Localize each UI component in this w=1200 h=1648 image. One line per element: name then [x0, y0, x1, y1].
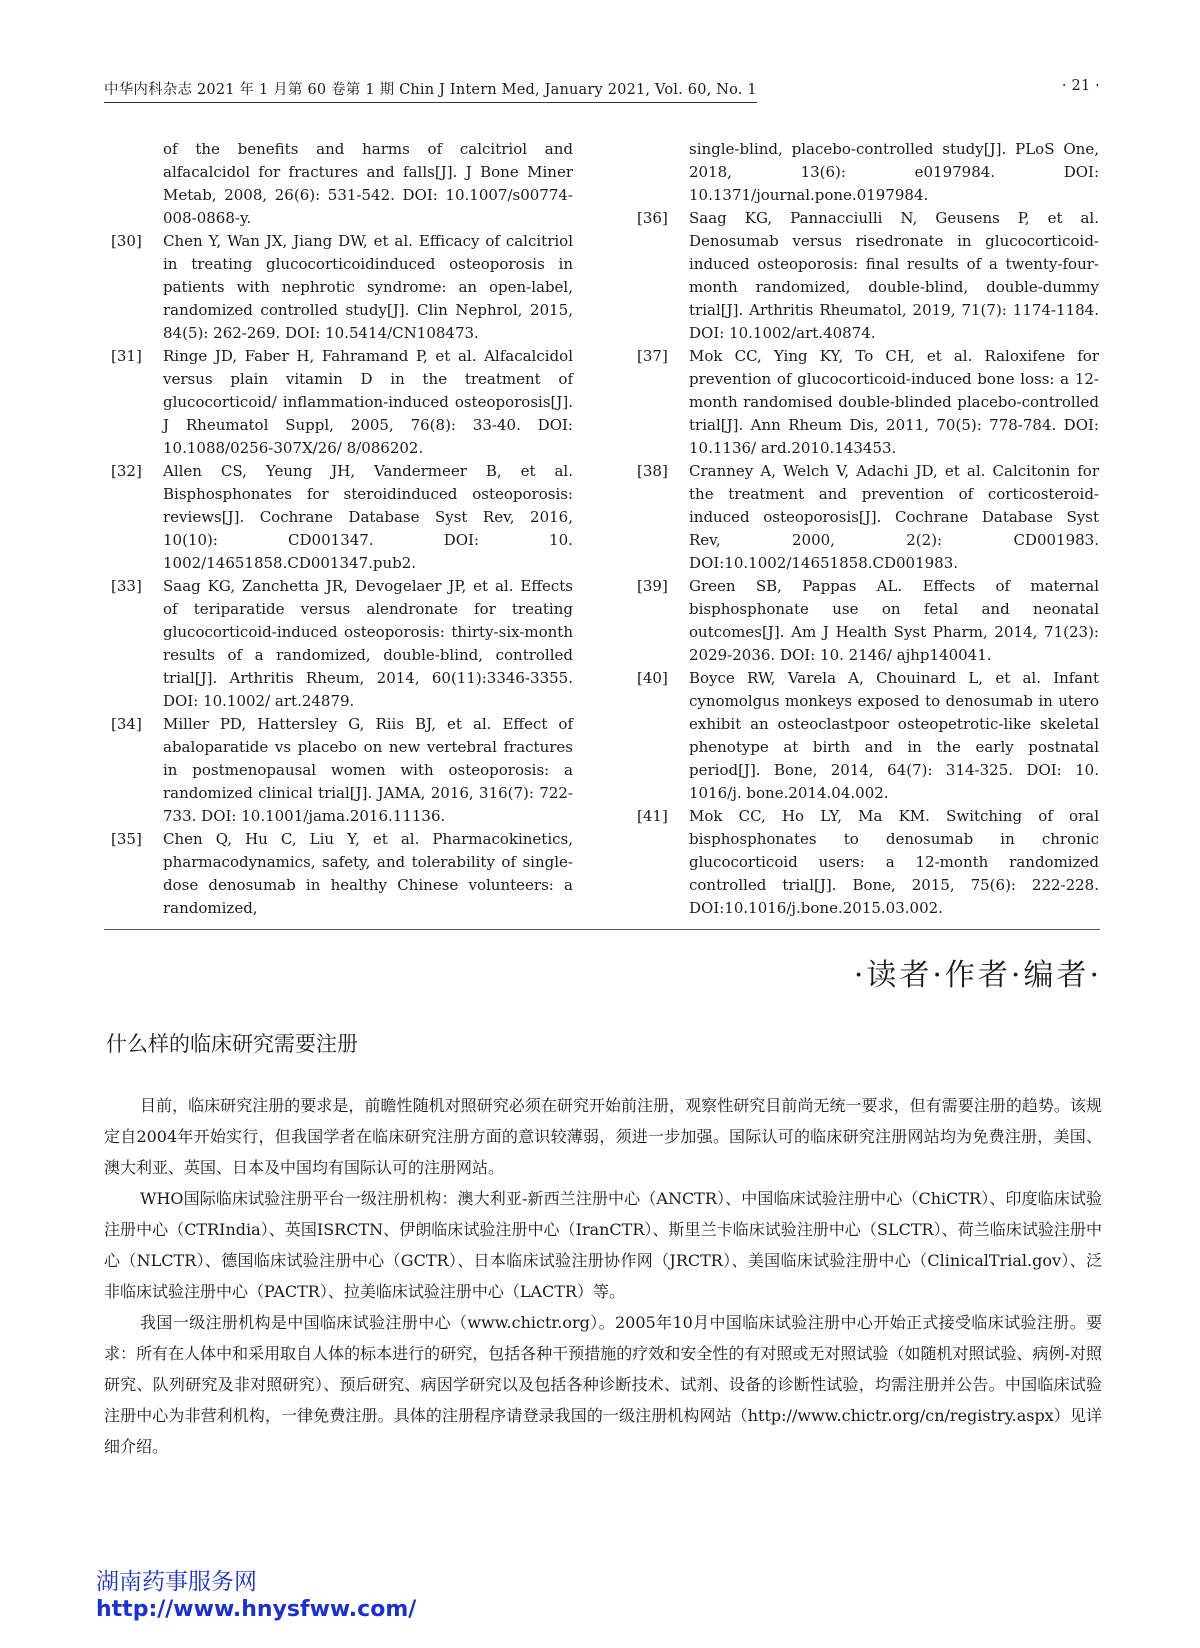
- reference-number: [32]: [111, 462, 142, 480]
- reference-text: Allen CS, Yeung JH, Vandermeer B, et al. Bisphosphonates for steroidinduced osteoporosis: reviews[J]. Cochrane Database Syst Rev, 2016, 10(10): CD001347. DOI: 10. 1002/14651858.CD001347.pub2.: [163, 462, 573, 572]
- body-paragraph: 我国一级注册机构是中国临床试验注册中心（www.chictr.org）。2005年10月中国临床试验注册中心开始正式接受临床试验注册。要求：所有在人体中和采用取自人体的标本进行的研究，包括各种干预措施的疗效和安全性的有对照或无对照试验（如随机对照试验、病例-对照研究、队列研究及非对照研究）、预后研究、病因学研究以及包括各种诊断技术、试剂、设备的诊断性试验，均需注册并公告。中国临床试验注册中心为非营利机构，一律免费注册。具体的注册程序请登录我国的一级注册机构网站（http://www.chictr.org/cn/registry.aspx）见详细介绍。: [104, 1313, 1102, 1456]
- reference-item: [637, 805, 1099, 920]
- reference-item: [111, 575, 573, 713]
- reference-text: Boyce RW, Varela A, Chouinard L, et al. Infant cynomolgus monkeys exposed to denosumab in utero exhibit an osteoclastpoor osteopetrotic-like skeletal phenotype at birth and in the early postnatal period[J]. Bone, 2014, 64(7): 314-325. DOI: 10. 1016/j. bone.2014.04.002.: [689, 669, 1099, 802]
- reference-number: [30]: [111, 232, 142, 250]
- reference-continuation: of the benefits and harms of calcitriol and alfacalcidol for fractures and falls[J]. J Bone Miner Metab, 2008, 26(6): 531-542. DOI: 10.1007/s00774-008-0868-y.: [163, 140, 573, 227]
- watermark: [96, 1568, 416, 1624]
- reference-text: Saag KG, Zanchetta JR, Devogelaer JP, et al. Effects of teriparatide versus alendronate for treating glucocorticoid-induced osteoporosis: thirty-six-month results of a randomized, double-blind, controlled trial[J]. Arthritis Rheum, 2014, 60(11):3346-3355. DOI: 10.1002/ art.24879.: [163, 577, 573, 710]
- article-title: 什么样的临床研究需要注册: [106, 1032, 358, 1056]
- watermark-name: 湖南药事服务网: [96, 1569, 257, 1595]
- reference-continuation: single-blind, placebo-controlled study[J]. PLoS One, 2018, 13(6): e0197984. DOI: 10.1371/journal.pone.0197984.: [689, 140, 1099, 204]
- reference-number: [36]: [637, 209, 668, 227]
- reference-item: [637, 575, 1099, 667]
- reference-item: [637, 460, 1099, 575]
- reference-text: Saag KG, Pannacciulli N, Geusens P, et al. Denosumab versus risedronate in glucocorticoid-induced osteoporosis: final results of a twenty-four-month randomized, double-blind, double-dummy trial[J]. Arthritis Rheumatol, 2019, 71(7): 1174-1184. DOI: 10.1002/art.40874.: [689, 209, 1099, 342]
- body-paragraph: 目前，临床研究注册的要求是，前瞻性随机对照研究必须在研究开始前注册，观察性研究目前尚无统一要求，但有需要注册的趋势。该规定自2004年开始实行，但我国学者在临床研究注册方面的意识较薄弱，须进一步加强。国际认可的临床研究注册网站均为免费注册，美国、澳大利亚、英国、日本及中国均有国际认可的注册网站。: [104, 1096, 1102, 1177]
- body-paragraph: WHO国际临床试验注册平台一级注册机构：澳大利亚-新西兰注册中心（ANCTR）、中国临床试验注册中心（ChiCTR）、印度临床试验注册中心（CTRIndia）、英国ISRCTN、伊朗临床试验注册中心（IranCTR）、斯里兰卡临床试验注册中心（SLCTR）、荷兰临床试验注册中心（NLCTR）、德国临床试验注册中心（GCTR）、日本临床试验注册协作网（JRCTR）、美国临床试验注册中心（ClinicalTrial.gov）、泛非临床试验注册中心（PACTR）、拉美临床试验注册中心（LACTR）等。: [104, 1189, 1102, 1301]
- reference-text: Mok CC, Ho LY, Ma KM. Switching of oral bisphosphonates to denosumab in chronic glucocorticoid users: a 12-month randomized controlled trial[J]. Bone, 2015, 75(6): 222-228. DOI:10.1016/j.bone.2015.03.002.: [689, 807, 1099, 917]
- reference-number: [38]: [637, 462, 668, 480]
- article-body: [104, 1090, 1102, 1462]
- reference-text: Chen Q, Hu C, Liu Y, et al. Pharmacokinetics, pharmacodynamics, safety, and tolerability of single-dose denosumab in healthy Chinese volunteers: a randomized,: [163, 830, 573, 917]
- watermark-url[interactable]: http://www.hnysfww.com/: [96, 1597, 417, 1622]
- reference-item: [111, 713, 573, 828]
- reference-text: Ringe JD, Faber H, Fahramand P, et al. Alfacalcidol versus plain vitamin D in the treatment of glucocorticoid/ inflammation-induced osteoporosis[J]. J Rheumatol Suppl, 2005, 76(8): 33-40. DOI: 10.1088/0256-307X/26/ 8/086202.: [163, 347, 573, 457]
- section-tag: ·读者·作者·编者·: [853, 958, 1102, 993]
- reference-text: Mok CC, Ying KY, To CH, et al. Raloxifene for prevention of glucocorticoid-induced bone loss: a 12-month randomised double-blinded placebo-controlled trial[J]. Ann Rheum Dis, 2011, 70(5): 778-784. DOI: 10.1136/ ard.2010.143453.: [689, 347, 1099, 457]
- reference-number: [41]: [637, 807, 668, 825]
- reference-item: [637, 345, 1099, 460]
- reference-column-left: [111, 138, 573, 920]
- page-header: [104, 78, 1100, 103]
- reference-item: [111, 230, 573, 345]
- reference-item: [111, 345, 573, 460]
- section-divider: [104, 929, 1100, 930]
- reference-number: [39]: [637, 577, 668, 595]
- page-number: · 21 ·: [1061, 78, 1100, 94]
- reference-number: [33]: [111, 577, 142, 595]
- reference-column-right: [637, 138, 1099, 920]
- running-head: 中华内科杂志 2021 年 1 月第 60 卷第 1 期 Chin J Intern Med, January 2021, Vol. 60, No. 1: [104, 78, 757, 103]
- reference-number: [40]: [637, 669, 668, 687]
- reference-item: [111, 828, 573, 920]
- reference-item: [637, 667, 1099, 805]
- reference-text: Green SB, Pappas AL. Effects of maternal bisphosphonate use on fetal and neonatal outcomes[J]. Am J Health Syst Pharm, 2014, 71(23): 2029-2036. DOI: 10. 2146/ ajhp140041.: [689, 577, 1099, 664]
- reference-number: [34]: [111, 715, 142, 733]
- reference-number: [35]: [111, 830, 142, 848]
- reference-text: Miller PD, Hattersley G, Riis BJ, et al. Effect of abaloparatide vs placebo on new vertebral fractures in postmenopausal women with osteoporosis: a randomized clinical trial[J]. JAMA, 2016, 316(7): 722-733. DOI: 10.1001/jama.2016.11136.: [163, 715, 573, 825]
- reference-text: Cranney A, Welch V, Adachi JD, et al. Calcitonin for the treatment and prevention of corticosteroid-induced osteoporosis[J]. Cochrane Database Syst Rev, 2000, 2(2): CD001983. DOI:10.1002/14651858.CD001983.: [689, 462, 1099, 572]
- reference-text: Chen Y, Wan JX, Jiang DW, et al. Efficacy of calcitriol in treating glucocorticoidinduced osteoporosis in patients with nephrotic syndrome: an open-label, randomized controlled study[J]. Clin Nephrol, 2015, 84(5): 262-269. DOI: 10.5414/CN108473.: [163, 232, 573, 342]
- reference-number: [37]: [637, 347, 668, 365]
- reference-item: [111, 460, 573, 575]
- reference-number: [31]: [111, 347, 142, 365]
- reference-item: [637, 207, 1099, 345]
